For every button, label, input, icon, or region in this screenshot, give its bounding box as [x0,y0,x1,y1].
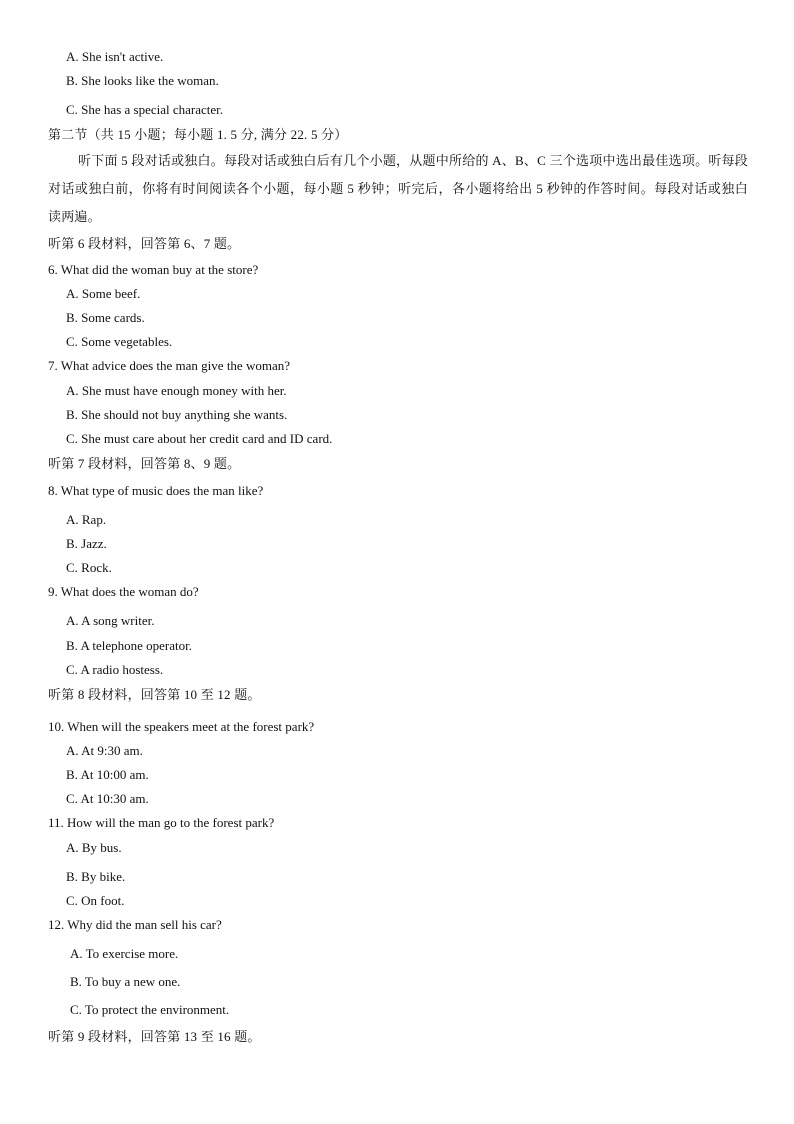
section-instructions: 听下面 5 段对话或独白。每段对话或独白后有几个小题，从题中所给的 A、B、C 三个选项中选出最佳选项。听每段对话或独白前，你将有时间阅读各个小题，每小题 5 秒钟；听完后，各小题将给出 5 秒钟的作答时间。每段对话或独白读两遍。 [48,153,748,224]
q12-option-c: C. To protect the environment. [70,1002,230,1017]
q5-option-a: A. She isn't active. [66,49,164,64]
q10-option-a: A. At 9:30 am. [66,743,143,758]
q9-option-c: C. A radio hostess. [66,662,164,677]
q6-option-a: A. Some beef. [66,286,141,301]
material-7-heading: 听第 7 段材料，回答第 8、9 题。 [48,456,241,471]
q7-option-c: C. She must care about her credit card and ID card. [66,431,333,446]
q5-option-c: C. She has a special character. [66,102,224,117]
q5-option-b: B. She looks like the woman. [66,73,219,88]
q8-stem: 8. What type of music does the man like? [48,483,264,498]
q11-stem: 11. How will the man go to the forest park? [48,815,275,830]
q11-option-c: C. On foot. [66,893,125,908]
q12-stem: 12. Why did the man sell his car? [48,917,222,932]
q6-option-c: C. Some vegetables. [66,334,173,349]
q8-option-a: A. Rap. [66,512,107,527]
q6-option-b: B. Some cards. [66,310,145,325]
q9-stem: 9. What does the woman do? [48,584,199,599]
q9-option-b: B. A telephone operator. [66,638,193,653]
material-9-heading: 听第 9 段材料，回答第 13 至 16 题。 [48,1029,261,1044]
q11-option-a: A. By bus. [66,840,122,855]
q7-option-a: A. She must have enough money with her. [66,383,287,398]
q12-option-a: A. To exercise more. [70,946,179,961]
q9-option-a: A. A song writer. [66,613,155,628]
section-heading: 第二节（共 15 小题；每小题 1. 5 分, 满分 22. 5 分） [48,127,348,142]
q10-option-c: C. At 10:30 am. [66,791,149,806]
q12-option-b: B. To buy a new one. [70,974,181,989]
q10-stem: 10. When will the speakers meet at the forest park? [48,719,315,734]
q10-option-b: B. At 10:00 am. [66,767,149,782]
q8-option-b: B. Jazz. [66,536,107,551]
q7-option-b: B. She should not buy anything she wants. [66,407,288,422]
q6-stem: 6. What did the woman buy at the store? [48,262,259,277]
q7-stem: 7. What advice does the man give the woman? [48,358,290,373]
q8-option-c: C. Rock. [66,560,112,575]
material-6-heading: 听第 6 段材料，回答第 6、7 题。 [48,236,241,251]
material-8-heading: 听第 8 段材料，回答第 10 至 12 题。 [48,687,261,702]
q11-option-b: B. By bike. [66,869,126,884]
